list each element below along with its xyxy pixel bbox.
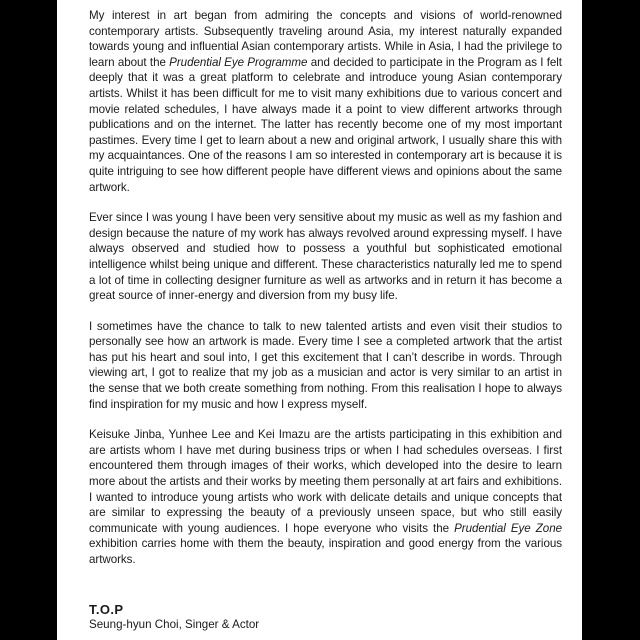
letter-page <box>57 0 582 640</box>
paragraph-4-text-2: exhibition carries home with them the beauty, inspiration and good energy from the various artworks. <box>89 537 562 566</box>
paragraph-1-programme-name: Prudential Eye Programme <box>169 55 308 69</box>
paragraph-1-text-2: and decided to participate in the Program as I felt deeply that it was a great platform to celebrate and introduce young Asian contemporary artists. Whilst it has been difficult for me to visit many exhibitions due to various concert and movie related schedules, I have always made it a point to view different artworks through publications and on the internet. The latter has recently become one of my most important pastimes. Every time I get to learn about a new and original artwork, I usually share this with my acquaintances. One of the reasons I am so interested in contemporary art is because it is quite intriguing to see how different people have different views and opinions about the same artwork. <box>89 55 562 194</box>
paragraph-1-text-1: My interest in art began from admiring the concepts and visions of world-renowned contemporary artists. Subsequently traveling around Asia, my interest naturally expanded towards young and influential Asian contemporary artists. While in Asia, I had the privilege to learn about the <box>89 9 562 69</box>
paragraph-4-text-1: Keisuke Jinba, Yunhee Lee and Kei Imazu are the artists participating in this exhibition and are artists whom I have met during business trips or when I had schedules overseas. I first encountered them through images of their works, which developed into the desire to learn more about the artists and their works by meeting them personally at art fairs and exhibitions. I wanted to introduce young artists who work with delicate details and unique concepts that are similar to expressing the beauty of a previously unseen space, but who still easily communicate with young audiences. I hope everyone who visits the <box>89 428 562 535</box>
paragraph-3 <box>89 319 562 413</box>
signature-role: Seung-hyun Choi, Singer & Actor <box>89 618 260 631</box>
paragraph-3-text: I sometimes have the chance to talk to new talented artists and even visit their studios to personally see how an artwork is made. Every time I see a completed artwork that the artist has put his heart and soul into, I get this excitement that I can’t describe in words. Through viewing art, I got to realize that my job as a musician and actor is very similar to an artist in the sense that we both create something from nothing. From this realisation I hope to always find inspiration for my music and how I express myself. <box>89 319 562 411</box>
paragraph-2-text: Ever since I was young I have been very sensitive about my music as well as my fashion and design because the nature of my work has always revolved around expressing myself. I have always observed and studied how to possess a youthful but sophisticated emotional intelligence whilst being unique and different. These characteristics naturally led me to spend a lot of time in collecting designer furniture as well as artworks and in return it has become a great source of inner-energy and diversion from my busy life. <box>89 211 562 303</box>
paragraph-4-exhibition-name: Prudential Eye Zone <box>454 521 563 535</box>
signature-block <box>89 602 259 633</box>
letter-body <box>89 8 562 568</box>
paragraph-2 <box>89 210 562 304</box>
paragraph-1 <box>89 8 562 195</box>
signature-name: T.O.P <box>89 602 124 617</box>
paragraph-4 <box>89 427 562 567</box>
